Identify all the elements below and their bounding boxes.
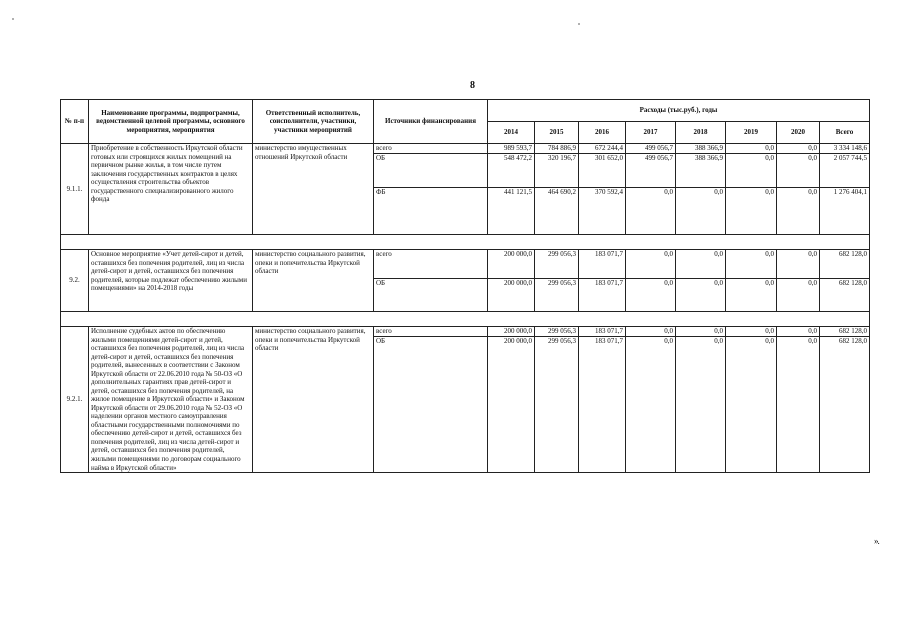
value-cell: 784 886,9 [535, 144, 579, 154]
closing-quote-mark: ». [874, 536, 879, 546]
header-year: 2019 [726, 122, 777, 144]
value-cell: 0,0 [726, 337, 777, 473]
value-cell: 0,0 [676, 337, 726, 473]
financing-table [60, 99, 870, 473]
value-cell: 0,0 [676, 250, 726, 279]
total-cell: 682 128,0 [820, 250, 870, 279]
header-program-name: Наименование программы, подпрограммы, ведомственной целевой программы, основного мероприятия, мероприятия [89, 100, 253, 144]
item-responsible: министерство имущественных отношений Иркутской области [253, 144, 374, 235]
funding-source: ОБ [374, 154, 488, 188]
value-cell: 0,0 [676, 188, 726, 235]
value-cell: 0,0 [777, 279, 820, 312]
header-expenses: Расходы (тыс.руб.), годы [488, 100, 870, 122]
item-name: Основное мероприятие «Учет детей-сирот и детей, оставшихся без попечения родителей, лиц из числа детей-сирот и детей, оставшихся без попечения родителей, которые подлежат обеспечению жилыми помещениями» на 2014-2018 годы [89, 250, 253, 312]
value-cell: 200 000,0 [488, 327, 535, 337]
value-cell: 0,0 [777, 337, 820, 473]
value-cell: 0,0 [777, 250, 820, 279]
value-cell: 0,0 [676, 279, 726, 312]
header-year: 2018 [676, 122, 726, 144]
value-cell: 989 593,7 [488, 144, 535, 154]
value-cell: 388 366,9 [676, 154, 726, 188]
item-responsible: министерство социального развития, опеки и попечительства Иркутской области [253, 327, 374, 473]
value-cell: 0,0 [726, 279, 777, 312]
spacer-row [61, 312, 870, 327]
value-cell: 464 690,2 [535, 188, 579, 235]
funding-source: ОБ [374, 337, 488, 473]
item-name: Исполнение судебных актов по обеспечению жилыми помещениями детей-сирот и детей, оставшихся без попечения родителей, лиц из числа детей-сирот и детей, оставшихся без попечения родителей, вынесенных в соответствии с Законом Иркутской области от 22.06.2010 года № 50-ОЗ «О дополнительных гарантиях прав детей-сирот и детей, оставшихся без попечения родителей, на жилое помещение в Иркутской области» и Законом Иркутской области от 29.06.2010 года № 52-ОЗ «О наделении органов местного самоуправления областными государственными полномочиями по обеспечению детей-сирот и детей, оставшихся без попечения родителей, лиц из числа детей-сирот и детей, оставшихся без попечения родителей, жилыми помещениями по договорам социального найма в Иркутской области» [89, 327, 253, 473]
header-year: 2016 [579, 122, 626, 144]
funding-source: ОБ [374, 279, 488, 312]
header-year: 2017 [626, 122, 676, 144]
value-cell: 0,0 [726, 154, 777, 188]
value-cell: 0,0 [626, 188, 676, 235]
value-cell: 441 121,5 [488, 188, 535, 235]
value-cell: 299 056,3 [535, 250, 579, 279]
value-cell: 0,0 [777, 144, 820, 154]
value-cell: 0,0 [626, 337, 676, 473]
value-cell: 0,0 [626, 279, 676, 312]
total-cell: 682 128,0 [820, 279, 870, 312]
value-cell: 301 652,0 [579, 154, 626, 188]
total-cell: 2 057 744,5 [820, 154, 870, 188]
value-cell: 548 472,2 [488, 154, 535, 188]
header-funding-source: Источники финансирования [374, 100, 488, 144]
value-cell: 0,0 [726, 144, 777, 154]
item-number: 9.1.1. [61, 144, 89, 235]
item-number: 9.2. [61, 250, 89, 312]
value-cell: 672 244,4 [579, 144, 626, 154]
header-responsible: Ответственный исполнитель, соисполнители, участники, участники мероприятий [253, 100, 374, 144]
value-cell: 0,0 [626, 327, 676, 337]
total-cell: 1 276 404,1 [820, 188, 870, 235]
funding-source: ФБ [374, 188, 488, 235]
item-number: 9.2.1. [61, 327, 89, 473]
value-cell: 0,0 [726, 327, 777, 337]
table-row [61, 250, 870, 279]
value-cell: 320 196,7 [535, 154, 579, 188]
page-number: 8 [470, 80, 475, 91]
value-cell: 183 071,7 [579, 250, 626, 279]
value-cell: 0,0 [777, 327, 820, 337]
value-cell: 299 056,3 [535, 327, 579, 337]
value-cell: 200 000,0 [488, 279, 535, 312]
item-responsible: министерство социального развития, опеки и попечительства Иркутской области [253, 250, 374, 312]
value-cell: 299 056,3 [535, 337, 579, 473]
value-cell: 0,0 [676, 327, 726, 337]
value-cell: 370 592,4 [579, 188, 626, 235]
spacer-row [61, 235, 870, 250]
spacer-cell [61, 235, 870, 250]
header-year: 2020 [777, 122, 820, 144]
header-year: 2014 [488, 122, 535, 144]
item-name: Приобретение в собственность Иркутской области готовых или строящихся жилых помещений на первичном рынке жилья, в том числе путем заключения государственных контрактов в целях осуществления строительства объектов государственного специализированного жилого фонда [89, 144, 253, 235]
total-cell: 682 128,0 [820, 337, 870, 473]
header-total: Всего [820, 122, 870, 144]
value-cell: 0,0 [777, 154, 820, 188]
total-cell: 3 334 148,6 [820, 144, 870, 154]
value-cell: 0,0 [777, 188, 820, 235]
header-number: № п-п [61, 100, 89, 144]
total-cell: 682 128,0 [820, 327, 870, 337]
funding-source: всего [374, 144, 488, 154]
funding-source: всего [374, 250, 488, 279]
header-year: 2015 [535, 122, 579, 144]
table-row [61, 327, 870, 337]
value-cell: 0,0 [726, 188, 777, 235]
value-cell: 200 000,0 [488, 337, 535, 473]
value-cell: 183 071,7 [579, 337, 626, 473]
value-cell: 183 071,7 [579, 327, 626, 337]
value-cell: 299 056,3 [535, 279, 579, 312]
value-cell: 0,0 [626, 250, 676, 279]
value-cell: 388 366,9 [676, 144, 726, 154]
table-row [61, 144, 870, 154]
value-cell: 200 000,0 [488, 250, 535, 279]
value-cell: 183 071,7 [579, 279, 626, 312]
value-cell: 499 056,7 [626, 154, 676, 188]
value-cell: 0,0 [726, 250, 777, 279]
funding-source: всего [374, 327, 488, 337]
value-cell: 499 056,7 [626, 144, 676, 154]
spacer-cell [61, 312, 870, 327]
